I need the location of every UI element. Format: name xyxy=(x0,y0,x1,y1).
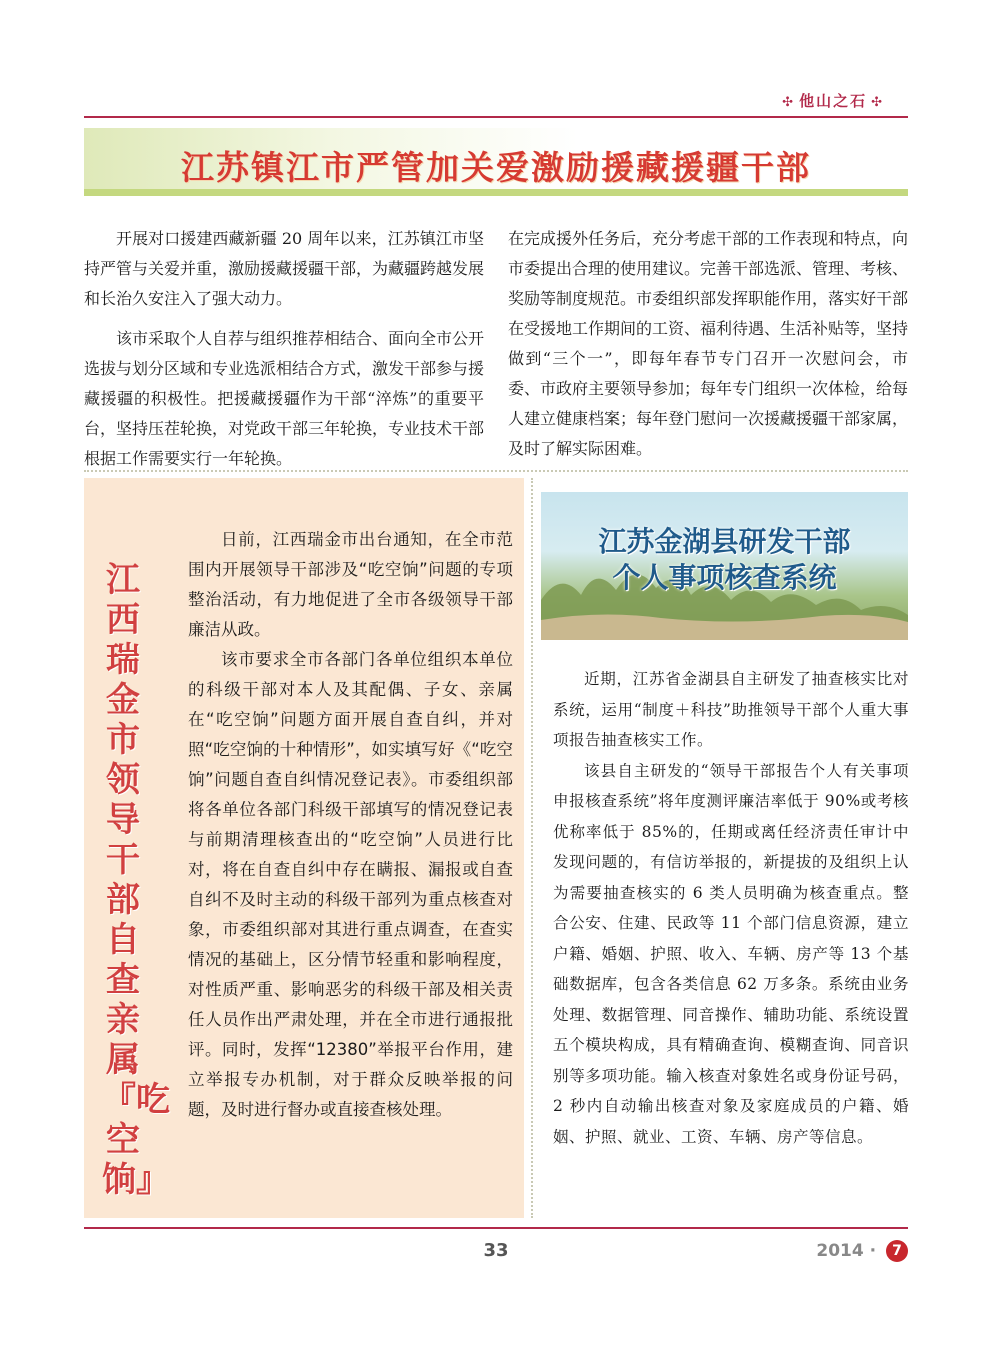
paragraph: 近期，江苏省金湖县自主研发了抽查核实比对系统，运用“制度＋科技”助推领导干部个人重大事项报告抽查核实工作。 xyxy=(553,670,909,749)
footer-rule xyxy=(84,1227,908,1229)
title-stripe xyxy=(84,189,908,196)
ornament-icon: ✣ xyxy=(782,95,796,110)
issue-separator: · xyxy=(869,1241,877,1261)
left-article-body xyxy=(188,525,513,1125)
ornament-icon: ✣ xyxy=(871,95,884,110)
header-rule xyxy=(84,116,908,118)
paragraph: 日前，江西瑞金市出台通知，在全市范围内开展领导干部涉及“吃空饷”问题的专项整治活动，有力地促进了全市各级领导干部廉洁从政。 xyxy=(188,530,513,639)
paragraph: 该县自主研发的“领导干部报告个人有关事项申报核查系统”将年度测评廉洁率低于 90%或考核优称率低于 85%的，任期或离任经济责任审计中发现问题的，有信访举报的，新提拔的及组织上认为需要抽查核实的 6 类人员明确为核查重点。整合公安、住建、民政等 11 个部门信息资源，建立户籍、婚姻、护照、收入、车辆、房产等 13 个基础数据库，包含各类信息 62 万多条。系统由业务处理、数据管理、同音操作、辅助功能、系统设置五个模块构成，具有精确查询、模糊查询、同音识别等多项功能。输入核查对象姓名或身份证号码，2 秒内自动输出核查对象及家庭成员的户籍、婚姻、护照、就业、工资、车辆、房产等信息。 xyxy=(553,761,909,1146)
divider xyxy=(84,470,908,472)
page-number: 33 xyxy=(483,1240,509,1261)
left-article-title: 江西瑞金市领导干部自查亲属『吃空饷』 xyxy=(102,560,170,1200)
issue-number-badge: 7 xyxy=(886,1240,908,1262)
paragraph: 该市要求全市各部门各单位组织本单位的科级干部对本人及其配偶、子女、亲属在“吃空饷”问题方面开展自查自纠，并对照“吃空饷的十种情形”，如实填写好《“吃空饷”问题自查自纠情况登记表》。市委组织部将各单位各部门科级干部填写的情况登记表与前期清理核查出的“吃空饷”人员进行比对，将在自查自纠中存在瞒报、漏报或自查自纠不及时主动的科级干部列为重点核查对象，市委组织部对其进行重点调查，在查实情况的基础上，区分情节轻重和影响程度，对性质严重、影响恶劣的科级干部及相关责任人员作出严肃处理，并在全市进行通报批评。同时，发挥“12380”举报平台作用，建立举报专办机制，对于群众反映举报的问题，及时进行督办或直接查核处理。 xyxy=(188,650,513,1119)
right-article-body xyxy=(553,664,909,1152)
right-article-title-line2: 个人事项核查系统 xyxy=(612,561,837,594)
right-article-banner xyxy=(541,492,908,640)
vertical-divider xyxy=(531,478,533,1218)
top-article-left-column xyxy=(84,224,484,474)
paragraph: 开展对口援建西藏新疆 20 周年以来，江苏镇江市坚持严管与关爱并重，激励援藏援疆干部，为藏疆跨越发展和长治久安注入了强大动力。 xyxy=(84,229,485,308)
paragraph: 在完成援外任务后，充分考虑干部的工作表现和特点，向市委提出合理的使用建议。完善干部选派、管理、考核、奖励等制度规范。市委组织部发挥职能作用，落实好干部在受援地工作期间的工资、福利待遇、生活补贴等，坚持做到“三个一”，即每年春节专门召开一次慰问会，市委、市政府主要领导参加；每年专门组织一次体检，给每人建立健康档案；每年登门慰问一次援藏援疆干部家属，及时了解实际困难。 xyxy=(508,229,909,458)
top-article-right-column xyxy=(508,224,908,464)
issue-year: 2014 xyxy=(816,1241,864,1261)
section-tag xyxy=(778,90,888,111)
right-article-title-line1: 江苏金湖县研发干部 xyxy=(598,525,851,558)
paragraph: 该市采取个人自荐与组织推荐相结合、面向全市公开选拔与划分区域和专业选派相结合方式，激发干部参与援藏援疆的积极性。把援藏援疆作为干部“淬炼”的重要平台，坚持压茬轮换，对党政干部三年轮换，专业技术干部根据工作需要实行一年轮换。 xyxy=(84,329,485,468)
main-title: 江苏镇江市严管加关爱激励援藏援疆干部 xyxy=(181,148,811,187)
right-article-title xyxy=(541,524,908,596)
section-label: 他山之石 xyxy=(799,92,868,110)
issue-label xyxy=(816,1240,908,1262)
title-banner xyxy=(84,128,908,196)
